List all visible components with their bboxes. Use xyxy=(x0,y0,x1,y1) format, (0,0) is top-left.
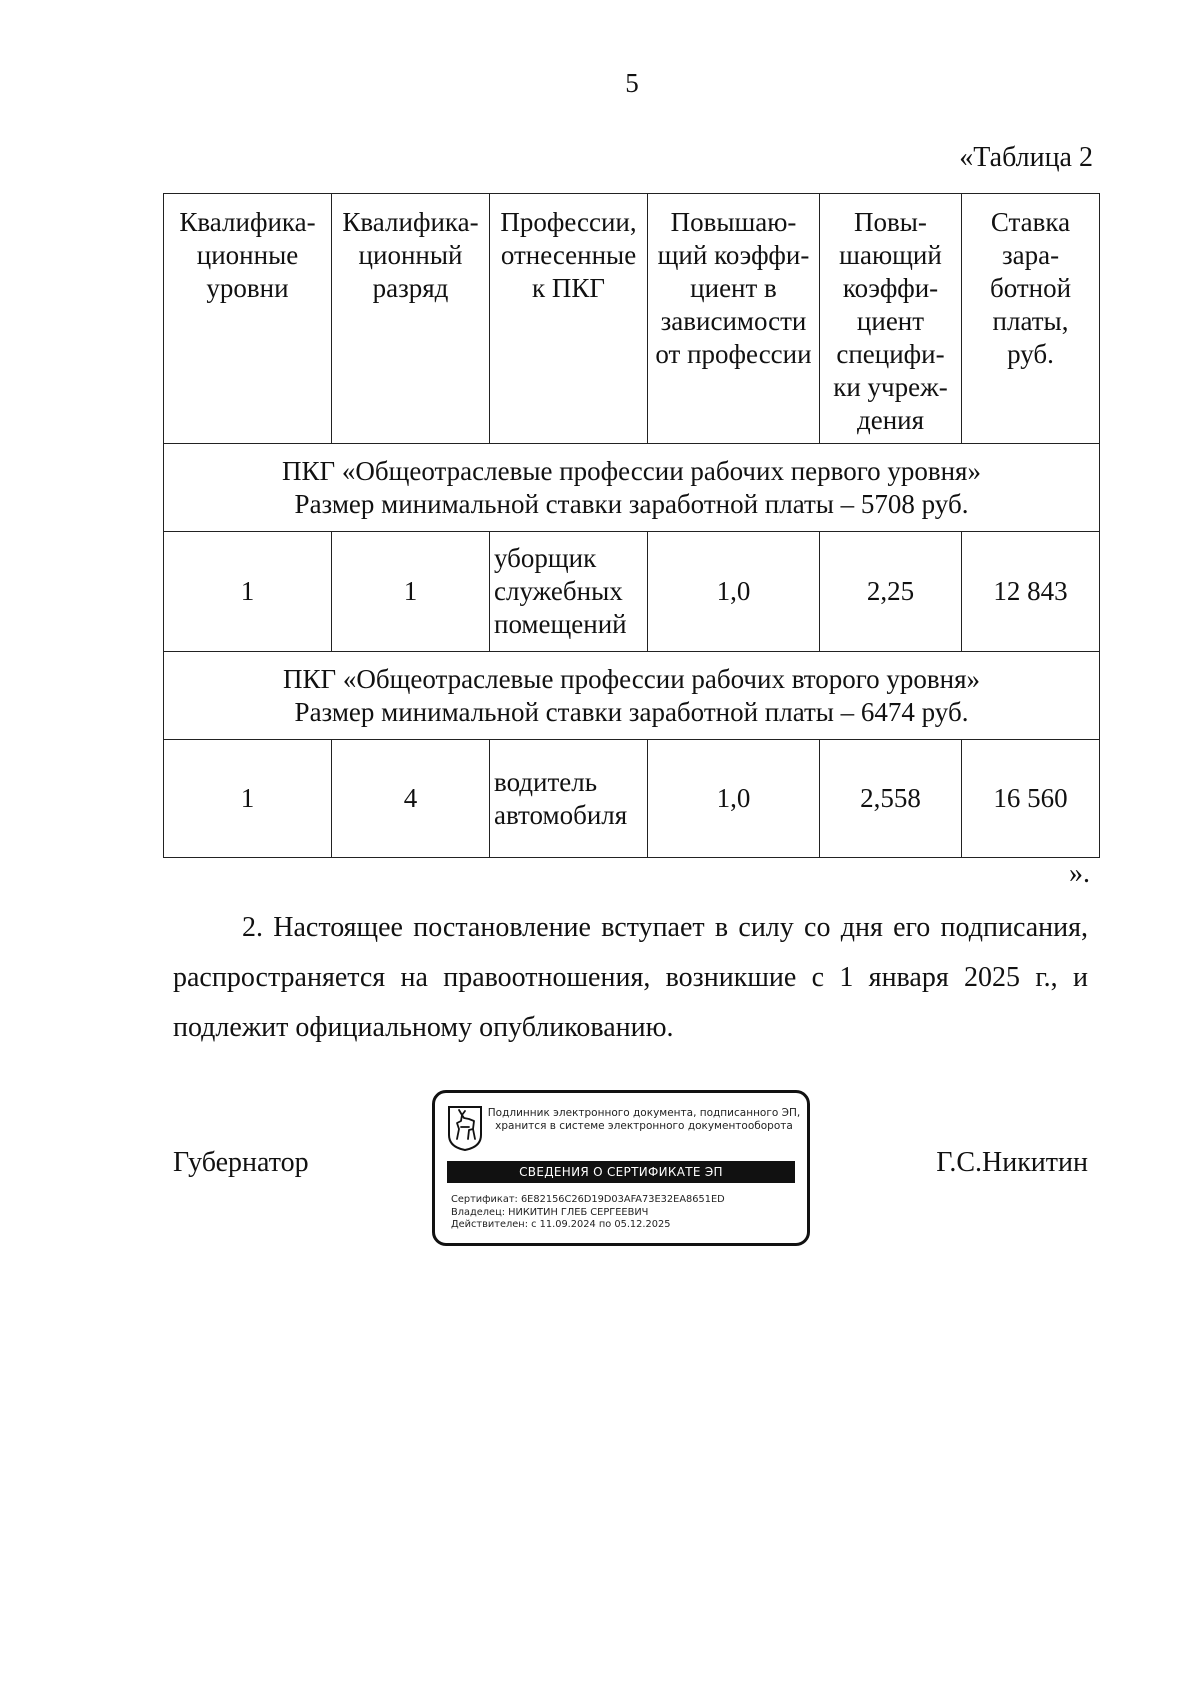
closing-quote: ». xyxy=(1069,858,1090,889)
header-profession-coefficient: Повышаю-щий коэффи-циент в зависимости от профессии xyxy=(648,194,820,444)
group-cell xyxy=(164,652,1100,740)
page-number: 5 xyxy=(625,68,639,98)
cell-profession: уборщик служебных помещений xyxy=(490,532,648,652)
header-institution-coefficient: Повы-шающий коэффи-циент специфи-ки учреж-дения xyxy=(820,194,962,444)
signatory-name: Г.С.Никитин xyxy=(936,1147,1088,1178)
stamp-certificate-bar: СВЕДЕНИЯ О СЕРТИФИКАТЕ ЭП xyxy=(447,1161,795,1183)
stamp-owner: Владелец: НИКИТИН ГЛЕБ СЕРГЕЕВИЧ xyxy=(451,1206,649,1218)
table-row xyxy=(164,532,1100,652)
cell-salary-rate: 16 560 xyxy=(962,740,1100,858)
header-qualification-grade: Квалифика-ционный разряд xyxy=(332,194,490,444)
table-caption: «Таблица 2 xyxy=(959,142,1093,173)
header-qualification-levels: Квалифика-ционные уровни xyxy=(164,194,332,444)
electronic-signature-stamp xyxy=(432,1090,810,1246)
salary-rates-table xyxy=(163,193,1100,858)
table-header-row xyxy=(164,194,1100,444)
stamp-certificate-number: Сертификат: 6E82156C26D19D03AFA73E32EA8651ED xyxy=(451,1194,725,1205)
signatory-position: Губернатор xyxy=(173,1147,309,1178)
cell-profession-coefficient: 1,0 xyxy=(648,740,820,858)
table-row xyxy=(164,740,1100,858)
cell-level: 1 xyxy=(164,740,332,858)
stamp-certificate-details xyxy=(451,1194,725,1232)
cell-institution-coefficient: 2,25 xyxy=(820,532,962,652)
group-title: ПКГ «Общеотраслевые профессии рабочих первого уровня» xyxy=(282,455,981,486)
stamp-validity: Действителен: с 11.09.2024 по 05.12.2025 xyxy=(451,1219,671,1230)
cell-profession: водитель автомобиля xyxy=(490,740,648,858)
group-subtitle: Размер минимальной ставки заработной платы – 5708 руб. xyxy=(294,488,969,519)
group-row xyxy=(164,444,1100,532)
group-row xyxy=(164,652,1100,740)
stamp-header-line: Подлинник электронного документа, подписанного ЭП, xyxy=(487,1107,801,1119)
cell-grade: 4 xyxy=(332,740,490,858)
group-title: ПКГ «Общеотраслевые профессии рабочих второго уровня» xyxy=(282,663,980,694)
stamp-header-line: хранится в системе электронного документооборота xyxy=(495,1120,793,1132)
cell-level: 1 xyxy=(164,532,332,652)
deer-coat-of-arms-icon xyxy=(447,1105,483,1151)
stamp-header xyxy=(487,1107,801,1133)
effective-date-paragraph: 2. Настоящее постановление вступает в силу со дня его подписания, распространяется на правоотношения, возникшие с 1 января 2025 г., и подлежит официальному опубликованию. xyxy=(173,912,1088,1043)
header-salary-rate: Ставка зара-ботной платы, руб. xyxy=(962,194,1100,444)
cell-salary-rate: 12 843 xyxy=(962,532,1100,652)
cell-profession-coefficient: 1,0 xyxy=(648,532,820,652)
group-subtitle: Размер минимальной ставки заработной платы – 6474 руб. xyxy=(294,696,969,727)
header-professions: Профессии, отнесенные к ПКГ xyxy=(490,194,648,444)
cell-grade: 1 xyxy=(332,532,490,652)
cell-institution-coefficient: 2,558 xyxy=(820,740,962,858)
group-cell xyxy=(164,444,1100,532)
